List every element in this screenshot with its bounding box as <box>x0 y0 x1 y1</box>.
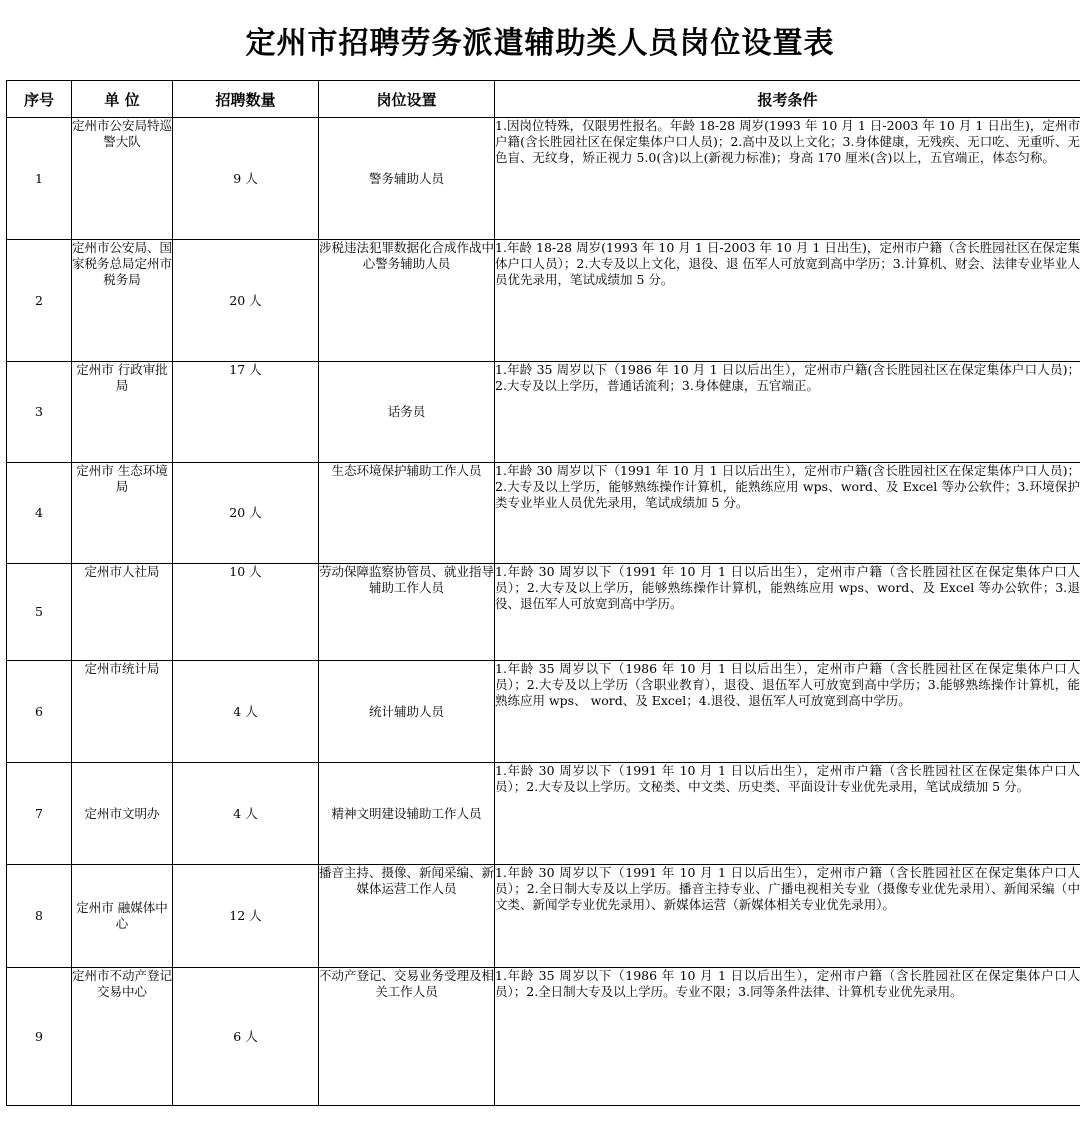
row-position: 精神文明建设辅助工作人员 <box>319 763 495 865</box>
row-unit: 定州市公安局、国家税务总局定州市税务局 <box>72 240 173 362</box>
row-no: 7 <box>7 763 72 865</box>
row-position: 话务员 <box>319 362 495 463</box>
header-count: 招聘数量 <box>173 81 319 118</box>
header-requirements: 报考条件 <box>495 81 1080 118</box>
row-no: 1 <box>7 118 72 240</box>
row-count: 10 人 <box>173 564 319 661</box>
header-position: 岗位设置 <box>319 81 495 118</box>
row-position: 警务辅助人员 <box>319 118 495 240</box>
row-position: 劳动保障监察协管员、就业指导辅助工作人员 <box>319 564 495 661</box>
table-row <box>7 564 1080 661</box>
table-row <box>7 865 1080 968</box>
table-row <box>7 661 1080 763</box>
page-title: 定州市招聘劳务派遣辅助类人员岗位设置表 <box>245 26 835 61</box>
row-unit: 定州市公安局特巡警大队 <box>72 118 173 240</box>
row-position: 播音主持、摄像、新闻采编、新媒体运营工作人员 <box>319 865 495 968</box>
row-count: 6 人 <box>173 968 319 1106</box>
row-count: 20 人 <box>173 463 319 564</box>
row-position: 统计辅助人员 <box>319 661 495 763</box>
row-count: 20 人 <box>173 240 319 362</box>
table-header-row <box>7 81 1080 118</box>
header-no: 序号 <box>7 81 72 118</box>
row-requirements: 1.因岗位特殊，仅限男性报名。年龄 18-28 周岁(1993 年 10 月 1 日-2003 年 10 月 1 日出生)，定州市户籍(含长胜园社区在保定集体户口人员)；2.高中及以上文化；3.身体健康，无残疾、无口吃、无重听、无色盲、无纹身，矫正视力 5.0(含)以上(新视力标准)；身高 170 厘米(含)以上，五官端正，体态匀称。 <box>495 118 1080 240</box>
row-no: 2 <box>7 240 72 362</box>
row-requirements: 1.年龄 35 周岁以下（1986 年 10 月 1 日以后出生），定州市户籍(含长胜园社区在保定集体户口人员)；2.大专及以上学历，普通话流利；3.身体健康，五官端正。 <box>495 362 1080 463</box>
table-row <box>7 240 1080 362</box>
table-row <box>7 362 1080 463</box>
row-unit: 定州市不动产登记交易中心 <box>72 968 173 1106</box>
row-unit: 定州市人社局 <box>72 564 173 661</box>
row-position: 不动产登记、交易业务受理及相关工作人员 <box>319 968 495 1106</box>
row-unit: 定州市 行政审批局 <box>72 362 173 463</box>
row-no: 9 <box>7 968 72 1106</box>
row-requirements: 1.年龄 30 周岁以下（1991 年 10 月 1 日以后出生），定州市户籍（含长胜园社区在保定集体户口人员）；2.大专及以上学历，能够熟练操作计算机，能熟练应用 wps、word、及 Excel 等办公软件；3.退役、退伍军人可放宽到高中学历。 <box>495 564 1080 661</box>
row-no: 8 <box>7 865 72 968</box>
row-requirements: 1.年龄 30 周岁以下（1991 年 10 月 1 日以后出生），定州市户籍(含长胜园社区在保定集体户口人员)；2.大专及以上学历，能够熟练操作计算机，能熟练应用 wps、word、及 Excel 等办公软件；3.环境保护类专业毕业人员优先录用，笔试成绩加 5 分。 <box>495 463 1080 564</box>
row-no: 5 <box>7 564 72 661</box>
row-count: 4 人 <box>173 661 319 763</box>
row-count: 17 人 <box>173 362 319 463</box>
table-row <box>7 463 1080 564</box>
row-requirements: 1.年龄 30 周岁以下（1991 年 10 月 1 日以后出生），定州市户籍（含长胜园社区在保定集体户口人员）；2.大专及以上学历。文秘类、中文类、历史类、平面设计专业优先录用，笔试成绩加 5 分。 <box>495 763 1080 865</box>
row-requirements: 1.年龄 30 周岁以下（1991 年 10 月 1 日以后出生），定州市户籍（含长胜园社区在保定集体户口人员）；2.全日制大专及以上学历。播音主持专业、广播电视相关专业（摄像专业优先录用）、新闻采编（中文类、新闻学专业优先录用）、新媒体运营（新媒体相关专业优先录用）。 <box>495 865 1080 968</box>
row-requirements: 1.年龄 18-28 周岁(1993 年 10 月 1 日-2003 年 10 月 1 日出生)，定州市户籍（含长胜园社区在保定集体户口人员）；2.大专及以上文化，退役、退 伍军人可放宽到高中学历；3.计算机、财会、法律专业毕业人员优先录用，笔试成绩加 5 分。 <box>495 240 1080 362</box>
row-unit: 定州市文明办 <box>72 763 173 865</box>
row-requirements: 1.年龄 35 周岁以下（1986 年 10 月 1 日以后出生），定州市户籍（含长胜园社区在保定集体户口人员）；2.全日制大专及以上学历。专业不限；3.同等条件法律、计算机专业优先录用。 <box>495 968 1080 1106</box>
row-count: 9 人 <box>173 118 319 240</box>
row-unit: 定州市 生态环境局 <box>72 463 173 564</box>
row-count: 12 人 <box>173 865 319 968</box>
row-no: 3 <box>7 362 72 463</box>
row-count: 4 人 <box>173 763 319 865</box>
row-unit: 定州市 融媒体中心 <box>72 865 173 968</box>
row-requirements: 1.年龄 35 周岁以下（1986 年 10 月 1 日以后出生），定州市户籍（含长胜园社区在保定集体户口人员）；2.大专及以上学历（含职业教育），退役、退伍军人可放宽到高中学历；3.能够熟练操作计算机，能熟练应用 wps、 word、及 Excel；4.退役、退伍军人可放宽到高中学历。 <box>495 661 1080 763</box>
table-row <box>7 968 1080 1106</box>
row-position: 涉税违法犯罪数据化合成作战中心警务辅助人员 <box>319 240 495 362</box>
row-position: 生态环境保护辅助工作人员 <box>319 463 495 564</box>
table-row <box>7 118 1080 240</box>
position-table <box>6 80 1080 1106</box>
row-no: 4 <box>7 463 72 564</box>
table-row <box>7 763 1080 865</box>
row-unit: 定州市统计局 <box>72 661 173 763</box>
header-unit: 单 位 <box>72 81 173 118</box>
row-no: 6 <box>7 661 72 763</box>
